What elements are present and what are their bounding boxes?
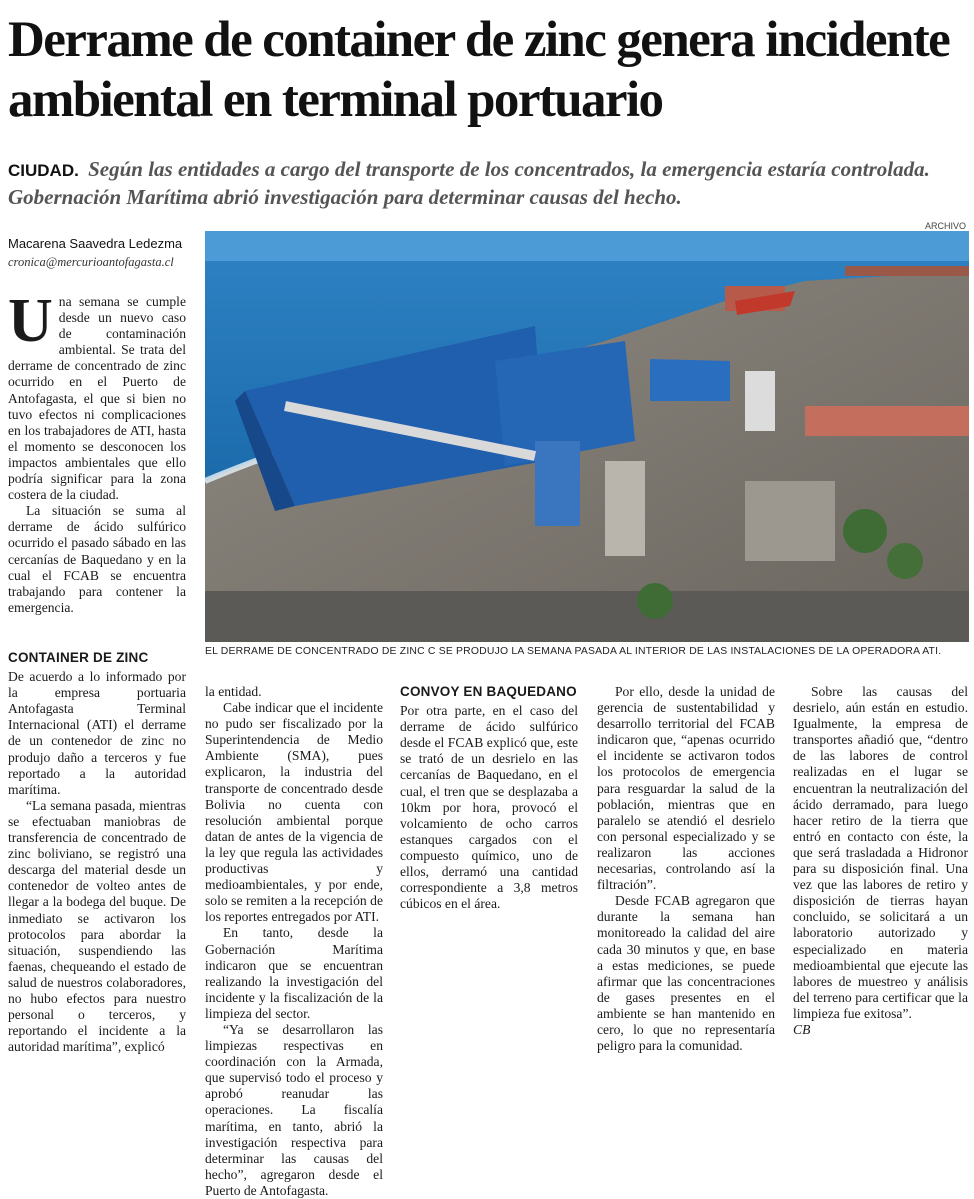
column-4 — [597, 684, 775, 1088]
subhead-container-de-zinc: CONTAINER DE ZINC — [8, 650, 149, 665]
column-1-bottom — [8, 650, 186, 1088]
port-aerial-illustration — [205, 231, 969, 642]
paragraph: “La semana pasada, mientras se efectuaban maniobras de transferencia de concentrado de zinc boliviano, se registró una descarga del material desde un contenedor de volteo antes de llegar a la bodega del buque. De inmediato se activaron los protocolos para abordar la situación, suspendiendo las faenas, chequeando el estado de salud de nuestros colaboradores, no hubo efectos para nuestro personal o terceros, y reportando el incidente a la autoridad marítima”, explicó — [8, 797, 186, 1055]
section-label: CIUDAD. — [8, 161, 79, 180]
deck — [8, 156, 948, 211]
intro-text: na semana se cumple desde un nuevo caso de contaminación ambiental. Se trata del derrame de concentrado de zinc ocurrido en el Puerto de Antofagasta, el que si bien no tuvo efectos ni complicaciones en los trabajadores de ATI, hasta el momento se desconocen los impactos ambientales que ello podría significar para la zona costera de la ciudad. — [8, 294, 186, 503]
column-3 — [400, 684, 578, 1088]
photo-caption: EL DERRAME DE CONCENTRADO DE ZINC C SE PRODUJO LA SEMANA PASADA AL INTERIOR DE LAS INSTALACIONES DE LA OPERADORA ATI. — [205, 646, 942, 657]
paragraph: La situación se suma al derrame de ácido sulfúrico ocurrido el pasado sábado en las cercanías de Baquedano y en la cual el FCAB se encuentra trabajando para contener la emergencia. — [8, 503, 186, 615]
paragraph: “Ya se desarrollaron las limpiezas respectivas en coordinación con la Armada, que supervisó todo el proceso y aprobó reanudar las operaciones. La fiscalía marítima, en tanto, abrió la investigación respectiva para determinar las causas del hecho”, agregaron desde el Puerto de Antofagasta. — [205, 1021, 383, 1198]
end-mark: CB — [793, 1021, 811, 1037]
paragraph: Cabe indicar que el incidente no pudo ser fiscalizado por la Superintendencia de Medio Ambiente (SMA), pues explicaron, la industria del transporte de concentrado desde Bolivia no cuenta con resolución ambiental porque datan de antes de la vigencia de la ley que regula las actividades productivas y medioambientales, y por ende, solo se remiten a la recepción de los reportes entregados por ATI. — [205, 700, 383, 925]
paragraph: Por ello, desde la unidad de gerencia de sustentabilidad y desarrollo territorial del FCAB indicaron que, “apenas ocurrido el incidente se activaron todos los protocolos de emergencia para resguardar la salud de la población, mientras que en paralelo se atendió el desrielo con personal especializado y se realizaron las acciones necesarias, controlando así la filtración”. — [597, 684, 775, 893]
headline: Derrame de container de zinc genera incidente ambiental en terminal portuario — [8, 12, 950, 128]
paragraph: De acuerdo a lo informado por la empresa portuaria Antofagasta Terminal Internacional (ATI) el derrame de un contenedor de zinc no produjo daño a terceros y fue reportado a la autoridad marítima. — [8, 669, 186, 797]
intro-paragraph — [8, 287, 186, 503]
column-2 — [205, 684, 383, 1198]
paragraph: Por otra parte, en el caso del derrame de ácido sulfúrico desde el FCAB explicó que, este se trató de un desrielo en las cercanías de Baquedano, en el cual, el tren que se desplazaba a 10km por hora, provocó el volcamiento de ocho carros estanques cargados con el compuesto químico, uno de ellos, derramó una cantidad correspondiente a 3,8 metros cúbicos en el área. — [400, 703, 578, 912]
deck-text: Según las entidades a cargo del transporte de los concentrados, la emergencia estaría controlada. Gobernación Marítima abrió investigación para determinar causas del hecho. — [8, 157, 930, 209]
author-email[interactable]: cronica@mercurioantofagasta.cl — [8, 255, 174, 269]
photo-credit: ARCHIVO — [924, 221, 966, 231]
column-5 — [793, 684, 968, 1088]
paragraph: la entidad. — [205, 684, 262, 699]
drop-cap: U — [8, 287, 53, 355]
subhead-convoy-en-baquedano: CONVOY EN BAQUEDANO — [400, 684, 577, 699]
column-1-top — [8, 287, 186, 634]
paragraph: Sobre las causas del desrielo, aún están en estudio. Igualmente, la empresa de transportes añadió que, “dentro de las labores de control realizadas en el lugar se encuentran la neutralización del ácido derramado, para luego hacer retiro de la tierra que entró en contacto con éste, la que será trasladada a Hidronor para su disposición final. Una vez que las labores de retiro y disposición de tierras hayan concluido, se solicitará a un laboratorio autorizado y especializado en materia medioambiental que ejecute las labores de muestreo y análisis del terreno para certificar que la limpieza fue exitosa”. — [793, 684, 968, 1021]
port-photo — [205, 231, 969, 642]
paragraph: Desde FCAB agregaron que durante la semana han monitoreado la calidad del aire cada 30 minutos y que, en base a estas mediciones, se puede afirmar que las concentraciones de gases presentes en el ambiente se han mantenido en cero, lo que no representaría peligro para la comunidad. — [597, 893, 775, 1054]
paragraph: En tanto, desde la Gobernación Marítima indicaron que se encuentran realizando la investigación del incidente y la fiscalización de la limpieza del sector. — [205, 925, 383, 1021]
byline — [8, 236, 198, 270]
author-name: Macarena Saavedra Ledezma — [8, 236, 183, 251]
